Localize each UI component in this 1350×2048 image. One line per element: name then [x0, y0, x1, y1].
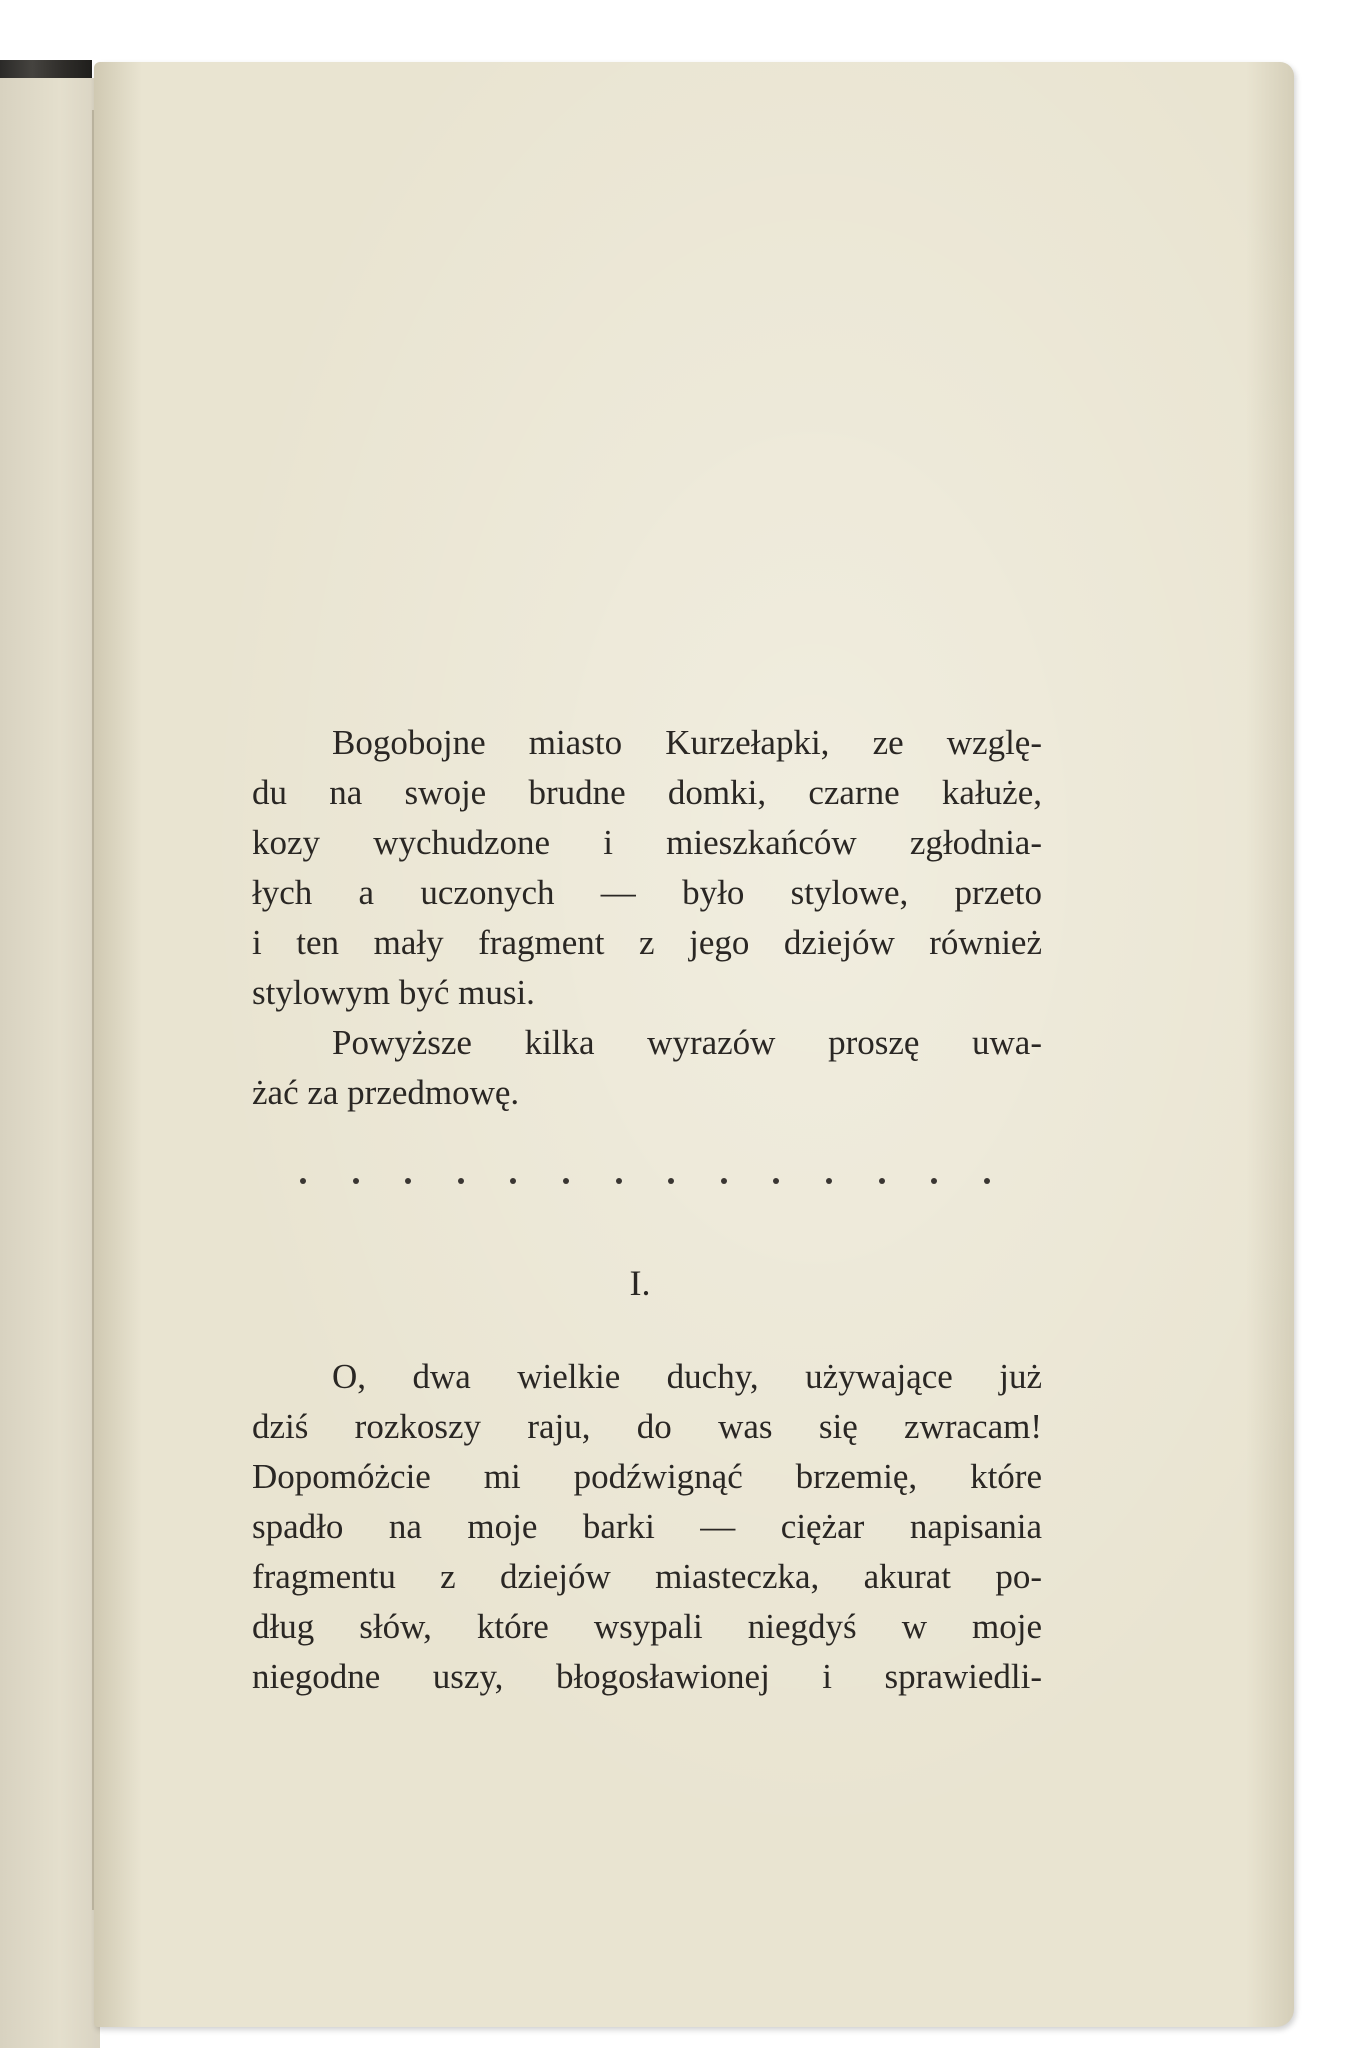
text-line: niegodne uszy, błogosławionej i sprawiedli-: [252, 1657, 1042, 1696]
section-separator-dots: [300, 1178, 990, 1184]
text-line: du na swoje brudne domki, czarne kałuże,: [252, 773, 1042, 812]
separator-dot: [931, 1178, 937, 1184]
separator-dot: [563, 1178, 569, 1184]
separator-dot: [773, 1178, 779, 1184]
text-line: stylowym być musi.: [252, 973, 535, 1012]
left-page-edge: [0, 78, 100, 2048]
text-line: Powyższe kilka wyrazów proszę uwa-: [332, 1023, 1042, 1062]
text-line: O, dwa wielkie duchy, używające już: [332, 1357, 1042, 1396]
separator-dot: [984, 1178, 990, 1184]
separator-dot: [510, 1178, 516, 1184]
text-line: fragmentu z dziejów miasteczka, akurat po-: [252, 1557, 1042, 1596]
separator-dot: [616, 1178, 622, 1184]
text-line: Bogobojne miasto Kurzełapki, ze wzglę-: [332, 723, 1042, 762]
separator-dot: [879, 1178, 885, 1184]
page-gutter: [92, 110, 94, 1910]
chapter-heading: [0, 1262, 1350, 1304]
separator-dot: [668, 1178, 674, 1184]
text-line: i ten mały fragment z jego dziejów również: [252, 923, 1042, 962]
text-line: spadło na moje barki — ciężar napisania: [252, 1507, 1042, 1546]
text-line: kozy wychudzone i mieszkańców zgłodnia-: [252, 823, 1042, 862]
preface-paragraph-1: [252, 718, 1042, 1018]
separator-dot: [458, 1178, 464, 1184]
text-line: żać za przedmowę.: [252, 1073, 520, 1112]
separator-dot: [300, 1178, 306, 1184]
text-line: łych a uczonych — było stylowe, przeto: [252, 873, 1042, 912]
chapter-paragraph-1: [252, 1352, 1042, 1702]
preface-text: [252, 718, 1042, 1118]
separator-dot: [721, 1178, 727, 1184]
separator-dot: [353, 1178, 359, 1184]
chapter-text: [252, 1352, 1042, 1702]
text-line: Dopomóżcie mi podźwignąć brzemię, które: [252, 1457, 1042, 1496]
separator-dot: [405, 1178, 411, 1184]
preface-paragraph-2: [252, 1018, 1042, 1118]
text-line: dług słów, które wsypali niegdyś w moje: [252, 1607, 1042, 1646]
text-line: dziś rozkoszy raju, do was się zwracam!: [252, 1407, 1042, 1446]
separator-dot: [826, 1178, 832, 1184]
chapter-numeral: I.: [629, 1263, 651, 1303]
